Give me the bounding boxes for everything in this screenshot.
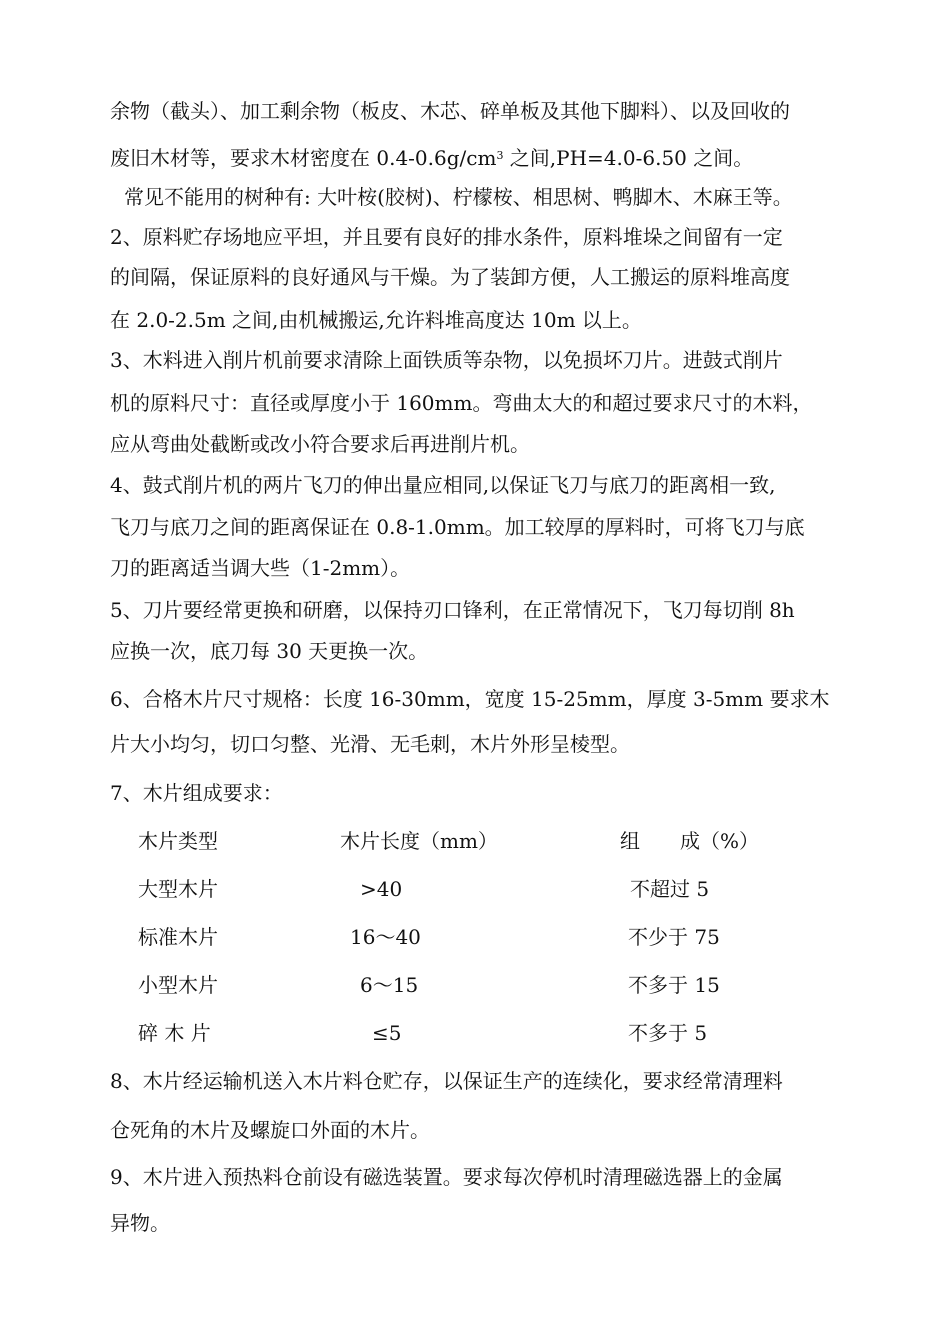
table-cell: 不超过 5 xyxy=(630,877,710,901)
table-cell: 6～15 xyxy=(360,973,419,997)
table-cell: 不多于 15 xyxy=(628,973,720,997)
text-line: 余物（截头）、加工剩余物（板皮、木芯、碎单板及其他下脚料）、以及回收的 xyxy=(110,99,790,123)
table-cell: 不少于 75 xyxy=(628,925,720,949)
text-line: 7、木片组成要求： xyxy=(110,781,283,805)
table-cell: >40 xyxy=(360,877,403,901)
text-line: 异物。 xyxy=(110,1211,170,1235)
text-line: 3、木料进入削片机前要求清除上面铁质等杂物，以免损坏刀片。进鼓式削片 xyxy=(110,348,783,372)
table-cell: ≤5 xyxy=(372,1021,402,1045)
table-header-cell: 组 成（%） xyxy=(620,829,760,853)
superscript: 3 xyxy=(496,149,504,162)
text-line: 4、鼓式削片机的两片飞刀的伸出量应相同,以保证飞刀与底刀的距离相一致, xyxy=(110,473,776,497)
text-line: 应换一次，底刀每 30 天更换一次。 xyxy=(110,639,429,663)
table-cell: 16～40 xyxy=(350,925,421,949)
text-line: 刀的距离适当调大些（1-2mm）。 xyxy=(110,556,411,580)
text-line: 6、合格木片尺寸规格：长度 16-30mm，宽度 15-25mm，厚度 3-5mm 要求木 xyxy=(110,687,830,711)
text-line: 应从弯曲处截断或改小符合要求后再进削片机。 xyxy=(110,432,530,456)
text-line: 仓死角的木片及螺旋口外面的木片。 xyxy=(110,1118,430,1142)
text-line: 2、原料贮存场地应平坦，并且要有良好的排水条件，原料堆垛之间留有一定 xyxy=(110,225,783,249)
text-line: 飞刀与底刀之间的距离保证在 0.8-1.0mm。加工较厚的厚料时，可将飞刀与底 xyxy=(110,515,805,539)
table-cell: 碎 木 片 xyxy=(138,1021,211,1045)
text-line: 5、刀片要经常更换和研磨，以保持刃口锋利，在正常情况下，飞刀每切削 8h xyxy=(110,598,795,622)
text-line: 的间隔，保证原料的良好通风与干燥。为了装卸方便，人工搬运的原料堆高度 xyxy=(110,265,790,289)
text-line: 机的原料尺寸：直径或厚度小于 160mm。弯曲太大的和超过要求尺寸的木料， xyxy=(110,391,813,415)
text-fragment: 之间,PH=4.0-6.50 之间。 xyxy=(503,146,754,170)
text-line: 9、木片进入预热料仓前设有磁选装置。要求每次停机时清理磁选器上的金属 xyxy=(110,1165,783,1189)
text-line: 8、木片经运输机送入木片料仓贮存，以保证生产的连续化，要求经常清理料 xyxy=(110,1069,783,1093)
text-line xyxy=(110,143,753,171)
table-cell: 不多于 5 xyxy=(628,1021,708,1045)
table-cell: 大型木片 xyxy=(138,877,218,901)
text-line: 常见不能用的树种有: 大叶桉(胶树)、柠檬桉、相思树、鸭脚木、木麻王等。 xyxy=(124,185,793,209)
table-header-cell: 木片类型 xyxy=(138,829,218,853)
text-line: 在 2.0-2.5m 之间,由机械搬运,允许料堆高度达 10m 以上。 xyxy=(110,308,642,332)
text-line: 片大小均匀，切口匀整、光滑、无毛刺，木片外形呈棱型。 xyxy=(110,732,630,756)
table-cell: 小型木片 xyxy=(138,973,218,997)
table-cell: 标准木片 xyxy=(138,925,218,949)
text-fragment: 废旧木材等，要求木材密度在 0.4-0.6g/cm xyxy=(110,146,497,170)
table-header-cell: 木片长度（mm） xyxy=(340,829,498,853)
